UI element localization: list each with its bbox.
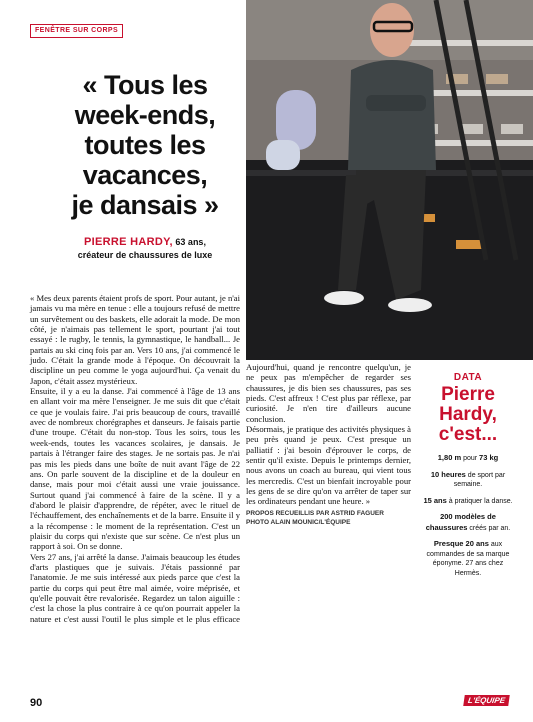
article-paragraph: Ensuite, il y a eu la danse. J'ai commencé à l'âge de 13 ans en allant voir ma mère l'enseigner. Je me suis dit que c'était ce que je voulais faire. J'ai pris beaucoup de cours, travaillé avec de nombreux chorégraphes et danseurs. Je faisais partie d'une troupe. C'était du non-stop. Tous les soirs, tous les week-ends, toutes les vacances scolaires, je dansais. Je partais à l'étranger faire des stages. Je ne sortais pas. Je n'ai pas mis les pieds dans une boîte de nuit avant l'âge de 22 ans. On parle souvent de la discipline et de la douleur en danse, mais pour moi c'était aussi une vraie jouissance. Surtout quand j'ai commencé à faire de la scène. Il y a d'abord le plaisir d'apprendre, de répéter, avec le rituel de l'échauffement, des enchaînements et de la barre. Ensuite il y a la récompense : le moment de la représentation. C'est un plaisir du corps qui n'existe que sur scène. Ce n'est plus un rapport à soi. On se donne. xyxy=(30,386,240,552)
article-column-2 xyxy=(246,362,411,527)
data-fact: Presque 20 ans aux commandes de sa marque éponyme. 27 ans chez Hermès. xyxy=(426,539,510,577)
portrait-photo xyxy=(246,0,533,360)
publication-logo: L'ÉQUIPE xyxy=(463,695,510,706)
section-tag: FENÊTRE SUR CORPS xyxy=(30,24,123,38)
data-facts xyxy=(420,453,516,578)
credit-text: PROPOS RECUEILLIS PAR ASTRID FAGUER xyxy=(246,509,384,517)
data-box xyxy=(420,372,516,584)
headline-line: toutes les xyxy=(84,130,206,160)
data-fact: 200 modèles de chaussures créés par an. xyxy=(425,512,511,532)
data-label: DATA xyxy=(453,372,483,383)
byline-role: créateur de chaussures de luxe xyxy=(77,250,213,260)
headline-line: vacances, xyxy=(82,160,208,190)
article-paragraph: Aujourd'hui, quand je rencontre quelqu'un, je ne peux pas m'empêcher de regarder ses chaussures, je dis bien ses chaussures, pas ses pieds. C'est affreux ! C'est plus par réflexe, par curiosité. Je n'en tire d'ailleurs aucune conclusion. xyxy=(246,362,411,424)
article-credits xyxy=(246,509,411,527)
byline-name: PIERRE HARDY, xyxy=(84,236,173,248)
byline xyxy=(50,236,240,262)
headline-line: week-ends, xyxy=(74,100,216,130)
article-column-1 xyxy=(30,293,240,624)
article-paragraph: Désormais, je pratique des activités physiques à peu près quand je peux. C'est presque un palliatif : j'ai besoin d'éprouver le corps, de sentir qu'il existe. Depuis le printemps dernier, nous avons un coach au bureau, qui vient tous les mercredis. C'est un bienfait incroyable pour les gens de se dire qu'on va arrêter de taper sur les ordinateurs pendant une heure. » xyxy=(246,424,411,507)
data-title: Pierre Hardy, c'est... xyxy=(438,384,498,445)
data-fact: 15 ans à pratiquer la danse. xyxy=(423,495,513,505)
data-fact: 10 heures de sport par semaine. xyxy=(430,469,506,488)
data-fact: 1,80 m pour 73 kg xyxy=(437,453,499,462)
page-number: 90 xyxy=(30,697,43,709)
headline-line: je dansais » xyxy=(71,190,219,220)
byline-age: 63 ans, xyxy=(175,237,206,247)
headline-line: « Tous les xyxy=(82,70,208,100)
credit-photo: PHOTO ALAIN MOUNIC/L'ÉQUIPE xyxy=(246,518,351,526)
article-paragraph: « Mes deux parents étaient profs de sport. Pour autant, je n'ai jamais vu ma mère en tenue : elle a toujours refusé de mettre un survêtement ou des baskets, elle adorait la mode. De mon côté, je n'aimais pas tellement le sport, pourtant j'ai tout essayé : le rugby, le tennis, la gymnastique, le handball... Je partais au ski cinq fois par an. Vers 10 ans, j'ai commencé le judo. C'était la grande mode à l'époque. On découvrait la discipline un peu comme le yoga aujourd'hui. Ça venait du Japon, c'était assez mystérieux. xyxy=(30,293,240,386)
portrait-illustration xyxy=(246,0,533,360)
article-paragraph: Vers 27 ans, j'ai arrêté la danse. J'aimais beaucoup les études d'arts plastiques que je suivais. J'étais passionné par l'anatomie. Je me suis intéressé aux pieds parce que c'est la partie du corps qui peut être mal aimée, voire méprisée, et qu'elle pouvait être revalorisée. Regardez un talon aiguille : c'est la chose la plus contraire à ce qu'on pourrait appeler la nature et c'est aussi l'outil le plus simple et le plus efficace xyxy=(30,551,240,624)
headline xyxy=(50,70,240,220)
